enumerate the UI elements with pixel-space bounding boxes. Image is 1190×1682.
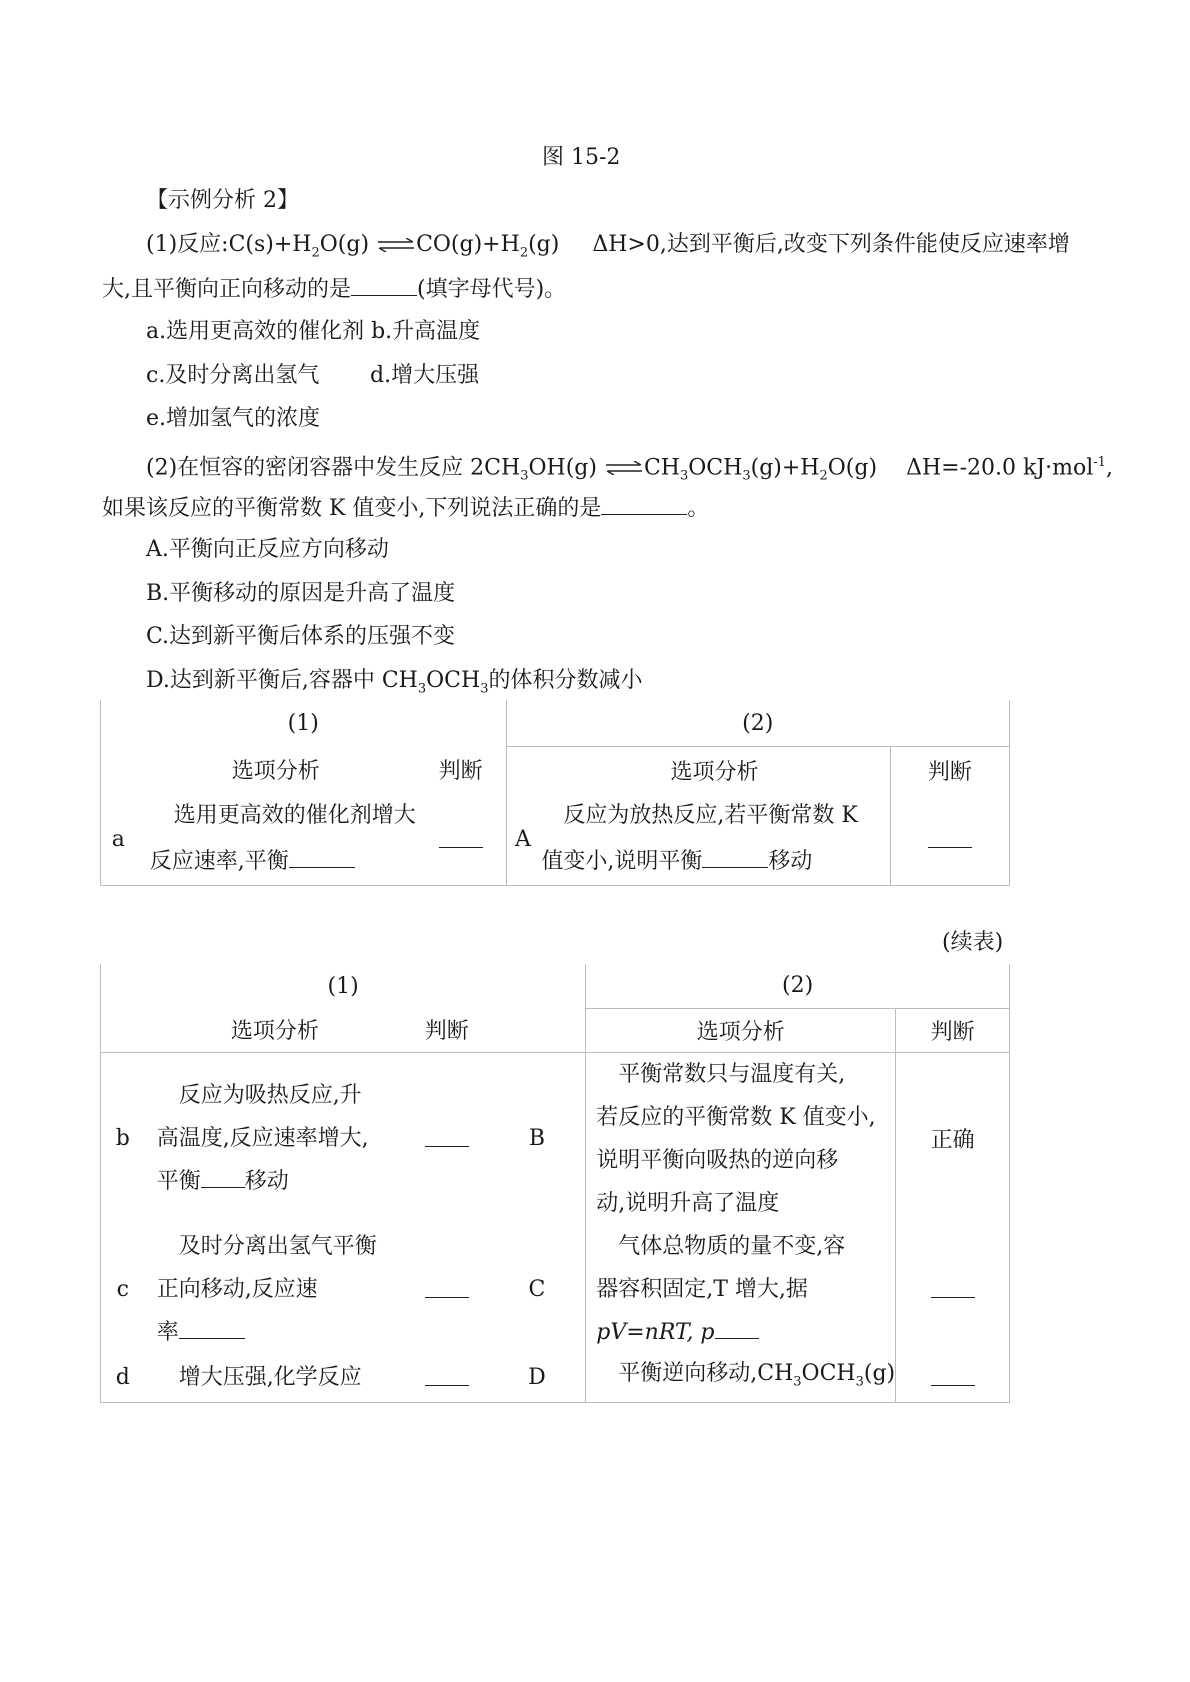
q2-stem-line2: 如果该反应的平衡常数 K 值变小,下列说法正确的是 。 (102, 492, 709, 524)
analysis-table-1 (100, 700, 1010, 886)
q2-option-c: C.达到新平衡后体系的压强不变 (146, 624, 456, 649)
q2-stem-line1: (2)在恒容的密闭容器中发生反应 $2CH_3OH(g)$ $CH_3OCH_3(g)+H_2O(g)$ ΔH=-20.0 kJ·mol$^{-1}$, (146, 455, 1113, 484)
row-label: D (489, 1354, 586, 1403)
q1-option-e: e.增加氢气的浓度 (146, 406, 321, 431)
reversible-arrow-icon (604, 461, 644, 475)
row-label: c (101, 1225, 145, 1354)
q1-stem-line1: (1)反应$:C(s)+H_2O(g)$ $CO(g)+H_2(g)$ ΔH>0,达到平衡后,改变下列条件能使反应速率增 (146, 232, 1070, 261)
analysis-table-2 (100, 964, 1010, 1403)
row-label: B (489, 1052, 586, 1225)
analysis-cell: 及时分离出氢气平衡 正向移动,反应速 率 (156, 1233, 377, 1345)
answer-blank[interactable] (201, 1165, 245, 1188)
analysis-cell: 平衡常数只与温度有关, 若反应的平衡常数 K 值变小, 说明平衡向吸热的逆向移 动,说明升高了温度 (586, 1052, 896, 1225)
table1-col1-title: (1) (101, 700, 507, 747)
answer-blank[interactable] (702, 845, 768, 868)
analysis-cell: 气体总物质的量不变,容 器容积固定,T 增大,据 pV=nRT, p (586, 1225, 896, 1354)
answer-blank[interactable] (425, 1363, 469, 1386)
table1-header-analysis: 选项分析 (231, 759, 320, 785)
reversible-arrow-icon (376, 238, 416, 252)
judge-cell (405, 1225, 489, 1354)
continued-label: (续表) (942, 930, 1004, 955)
row-label: a (101, 793, 136, 886)
answer-blank[interactable] (601, 492, 687, 515)
q2-option-a: A.平衡向正反应方向移动 (146, 537, 389, 562)
table1-header-judge-2: 判断 (890, 747, 1009, 794)
answer-blank[interactable] (928, 825, 972, 848)
table2-col1-title: (1) (101, 964, 586, 1008)
judge-cell (890, 793, 1009, 886)
q1-option-c: c.及时分离出氢气 (146, 363, 320, 388)
analysis-cell: 增大压强,化学反应 (145, 1354, 405, 1403)
q1-option-ab: a.选用更高效的催化剂 b.升高温度 (146, 319, 481, 344)
analysis-cell: 反应为放热反应,若平衡常数 K 值变小,说明平衡 移动 (539, 793, 890, 886)
judge-cell (896, 1354, 1010, 1403)
table1-header-analysis-2: 选项分析 (539, 747, 890, 794)
answer-blank[interactable] (425, 1124, 469, 1147)
answer-blank[interactable] (425, 1275, 469, 1298)
section-heading: 【示例分析 2】 (146, 188, 299, 213)
row-label: b (101, 1052, 145, 1225)
q1-option-d: d.增大压强 (370, 363, 480, 388)
answer-blank[interactable] (439, 825, 483, 848)
answer-blank[interactable] (931, 1275, 975, 1298)
q2-option-d: D.达到新平衡后,容器中 $CH_3OCH_3$的体积分数减小 (146, 668, 643, 697)
answer-blank[interactable] (931, 1363, 975, 1386)
table2-header-analysis-2: 选项分析 (586, 1008, 896, 1052)
table1-col2-title: (2) (506, 700, 1009, 747)
answer-blank[interactable] (715, 1316, 759, 1339)
figure-caption: 图 15-2 (542, 145, 621, 170)
analysis-cell: 选用更高效的催化剂增大 反应速率,平衡 (136, 793, 416, 886)
answer-blank[interactable] (289, 845, 355, 868)
table2-header-analysis: 选项分析 (145, 1008, 405, 1052)
analysis-cell: 平衡逆向移动$,CH_3OCH_3(g)$ (586, 1354, 896, 1403)
q2-option-b: B.平衡移动的原因是升高了温度 (146, 581, 456, 606)
table2-col2-title: (2) (586, 964, 1010, 1008)
row-label: d (101, 1354, 145, 1403)
answer-blank[interactable] (179, 1316, 245, 1339)
row-label: A (506, 793, 539, 886)
answer-blank[interactable] (351, 273, 417, 296)
table1-header-judge: 判断 (416, 747, 506, 794)
analysis-cell: 反应为吸热反应,升 高温度,反应速率增大, 平衡 移动 (156, 1083, 369, 1194)
q1-stem-line2: 大,且平衡向正向移动的是 (填字母代号)。 (102, 273, 566, 305)
table2-header-judge: 判断 (405, 1008, 489, 1052)
judge-cell (405, 1354, 489, 1403)
judge-cell (416, 793, 506, 886)
table2-header-judge-2: 判断 (896, 1008, 1010, 1052)
row-label: C (489, 1225, 586, 1354)
judge-cell (896, 1225, 1010, 1354)
judge-cell (405, 1052, 489, 1225)
judge-cell: 正确 (896, 1052, 1010, 1225)
